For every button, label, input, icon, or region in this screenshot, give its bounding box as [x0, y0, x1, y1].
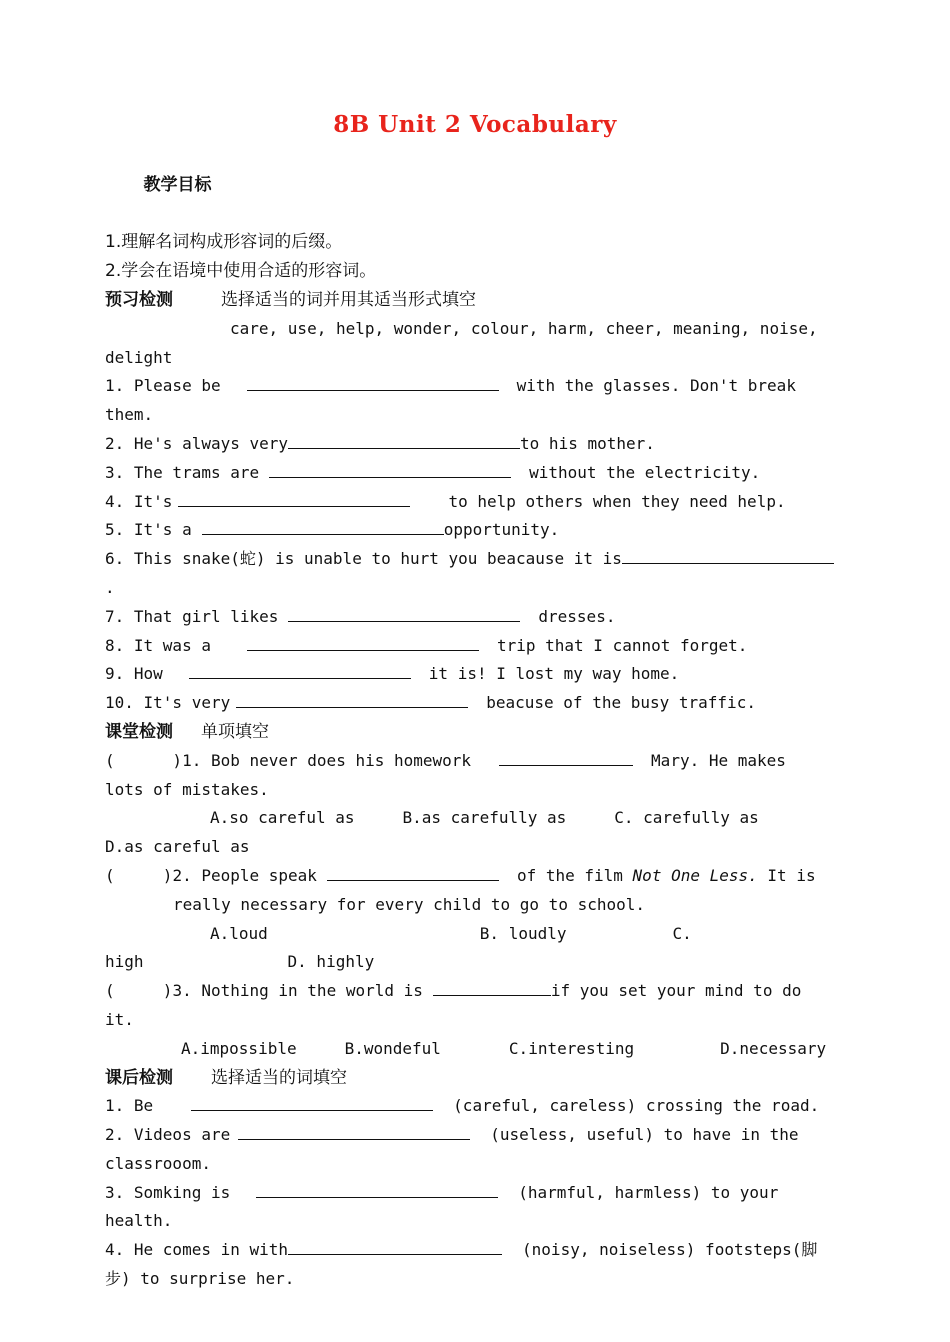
after-item: [105, 1179, 845, 1208]
item-continuation: health.: [105, 1211, 173, 1231]
after-header: [105, 1064, 845, 1093]
objective-item: 1.理解名词构成形容词的后缀。: [105, 232, 343, 253]
item-text: 1. Be: [105, 1096, 154, 1116]
answer-blank[interactable]: [288, 603, 520, 622]
option-a[interactable]: A.so careful as: [210, 808, 355, 828]
item-text: 5. It's a: [105, 520, 192, 540]
mc-options: [105, 804, 845, 833]
option-a[interactable]: A.impossible: [181, 1038, 297, 1058]
question-continuation: really necessary for every child to go to school.: [173, 894, 646, 914]
item-continuation: classrooom.: [105, 1153, 211, 1173]
item-continuation: 步) to surprise her.: [105, 1269, 295, 1289]
answer-blank[interactable]: [288, 1236, 502, 1255]
option-c[interactable]: C.: [672, 923, 692, 943]
item-text: with the glasses. Don't break: [516, 376, 796, 396]
answer-blank[interactable]: [238, 1121, 470, 1140]
item-text: 8. It was a: [105, 635, 211, 655]
answer-blank[interactable]: [288, 430, 520, 449]
classroom-instruction: 单项填空: [201, 721, 269, 742]
answer-blank[interactable]: [433, 977, 551, 996]
after-item: [105, 1092, 845, 1121]
item-text: (noisy, noiseless) footsteps(脚: [522, 1240, 818, 1260]
answer-blank[interactable]: [202, 516, 444, 535]
classroom-header: [105, 718, 845, 747]
item-text: trip that I cannot forget.: [496, 635, 748, 655]
item-text: it is! I lost my way home.: [428, 664, 680, 684]
answer-blank[interactable]: [178, 488, 410, 507]
answer-paren[interactable]: ( ): [105, 750, 183, 770]
preview-item: [105, 488, 845, 517]
question-text: 1. Bob never does his homework: [182, 750, 472, 770]
item-text: beacuse of the busy traffic.: [486, 693, 756, 713]
classroom-heading: 课堂检测: [105, 721, 173, 742]
item-continuation: .: [105, 577, 115, 597]
item-text: 10. It's very: [105, 693, 231, 713]
after-heading: 课后检测: [105, 1067, 173, 1088]
preview-header: [105, 286, 845, 315]
after-instruction: 选择适当的词填空: [211, 1067, 347, 1088]
mc-question: [105, 862, 845, 891]
answer-blank[interactable]: [191, 1092, 433, 1111]
question-text: 2. People speak: [172, 865, 317, 885]
option-c[interactable]: C. carefully as: [614, 808, 759, 828]
objective-item: 2.学会在语境中使用合适的形容词。: [105, 261, 377, 282]
question-continuation: it.: [105, 1009, 134, 1029]
question-text: 3. Nothing in the world is: [172, 981, 423, 1001]
question-text: It is: [767, 865, 816, 885]
item-text: 6. This snake(蛇) is unable to hurt you beacause it is: [105, 549, 622, 569]
mc-question: [105, 747, 845, 776]
item-text: to his mother.: [520, 433, 655, 453]
answer-paren[interactable]: ( ): [105, 981, 173, 1001]
answer-blank[interactable]: [327, 862, 499, 881]
question-text: of the film: [516, 865, 623, 885]
answer-blank[interactable]: [622, 545, 834, 564]
answer-blank[interactable]: [247, 632, 479, 651]
answer-blank[interactable]: [269, 459, 511, 478]
mc-options: [105, 1035, 845, 1064]
item-text: 3. Somking is: [105, 1182, 231, 1202]
item-text: to help others when they need help.: [448, 491, 786, 511]
item-text: 4. He comes in with: [105, 1240, 289, 1260]
film-title: Not One Less.: [632, 865, 758, 885]
item-text: 9. How: [105, 664, 163, 684]
objectives-section: [105, 142, 845, 228]
preview-item: [105, 603, 845, 632]
item-text: 4. It's: [105, 491, 173, 511]
option-c[interactable]: C.interesting: [508, 1038, 635, 1058]
option-d[interactable]: D.as careful as: [105, 837, 250, 857]
option-d[interactable]: D.necessary: [720, 1038, 827, 1058]
item-text: 2. Videos are: [105, 1125, 231, 1145]
after-item: [105, 1121, 845, 1150]
preview-item: [105, 632, 845, 661]
preview-instruction: 选择适当的词并用其适当形式填空: [221, 289, 476, 310]
answer-blank[interactable]: [247, 372, 499, 391]
item-text: (harmful, harmless) to your: [518, 1182, 779, 1202]
word-bank: care, use, help, wonder, colour, harm, cheer, meaning, noise,: [230, 318, 818, 338]
item-text: 7. That girl likes: [105, 606, 279, 626]
option-b[interactable]: B.wondeful: [344, 1038, 441, 1058]
option-a[interactable]: A.loud: [210, 923, 268, 943]
option-d[interactable]: D. highly: [287, 952, 375, 972]
option-b[interactable]: B. loudly: [479, 923, 567, 943]
answer-blank[interactable]: [236, 689, 468, 708]
preview-heading: 预习检测: [105, 289, 173, 310]
objectives-heading: 教学目标: [143, 174, 212, 195]
preview-item: [105, 459, 845, 488]
word-bank-end: delight: [105, 347, 173, 367]
question-text: if you set your mind to do: [550, 981, 802, 1001]
item-text: 1. Please be: [105, 376, 221, 396]
question-text: Mary. He makes: [651, 750, 786, 770]
worksheet-page: [105, 108, 845, 1294]
answer-blank[interactable]: [499, 747, 633, 766]
item-text: (useless, useful) to have in the: [490, 1125, 799, 1145]
after-item: [105, 1236, 845, 1265]
page-title: 8B Unit 2 Vocabulary: [333, 111, 617, 138]
item-continuation: them.: [105, 405, 154, 425]
answer-paren[interactable]: ( ): [105, 865, 173, 885]
option-b[interactable]: B.as carefully as: [402, 808, 567, 828]
item-text: dresses.: [538, 606, 616, 626]
item-text: opportunity.: [443, 520, 560, 540]
answer-blank[interactable]: [189, 660, 411, 679]
item-text: 2. He's always very: [105, 433, 289, 453]
options-continuation: [105, 948, 845, 977]
preview-item: [105, 516, 845, 545]
mc-question: [105, 977, 845, 1006]
answer-blank[interactable]: [256, 1179, 498, 1198]
preview-item: [105, 660, 845, 689]
item-text: without the electricity.: [529, 462, 761, 482]
question-continuation: lots of mistakes.: [105, 779, 269, 799]
preview-item: [105, 689, 845, 718]
item-text: 3. The trams are: [105, 462, 260, 482]
mc-options: [105, 920, 845, 949]
option-c-text[interactable]: high: [105, 952, 144, 972]
preview-item: [105, 372, 845, 401]
preview-item: [105, 545, 845, 574]
item-text: (careful, careless) crossing the road.: [453, 1096, 820, 1116]
preview-item: [105, 430, 845, 459]
